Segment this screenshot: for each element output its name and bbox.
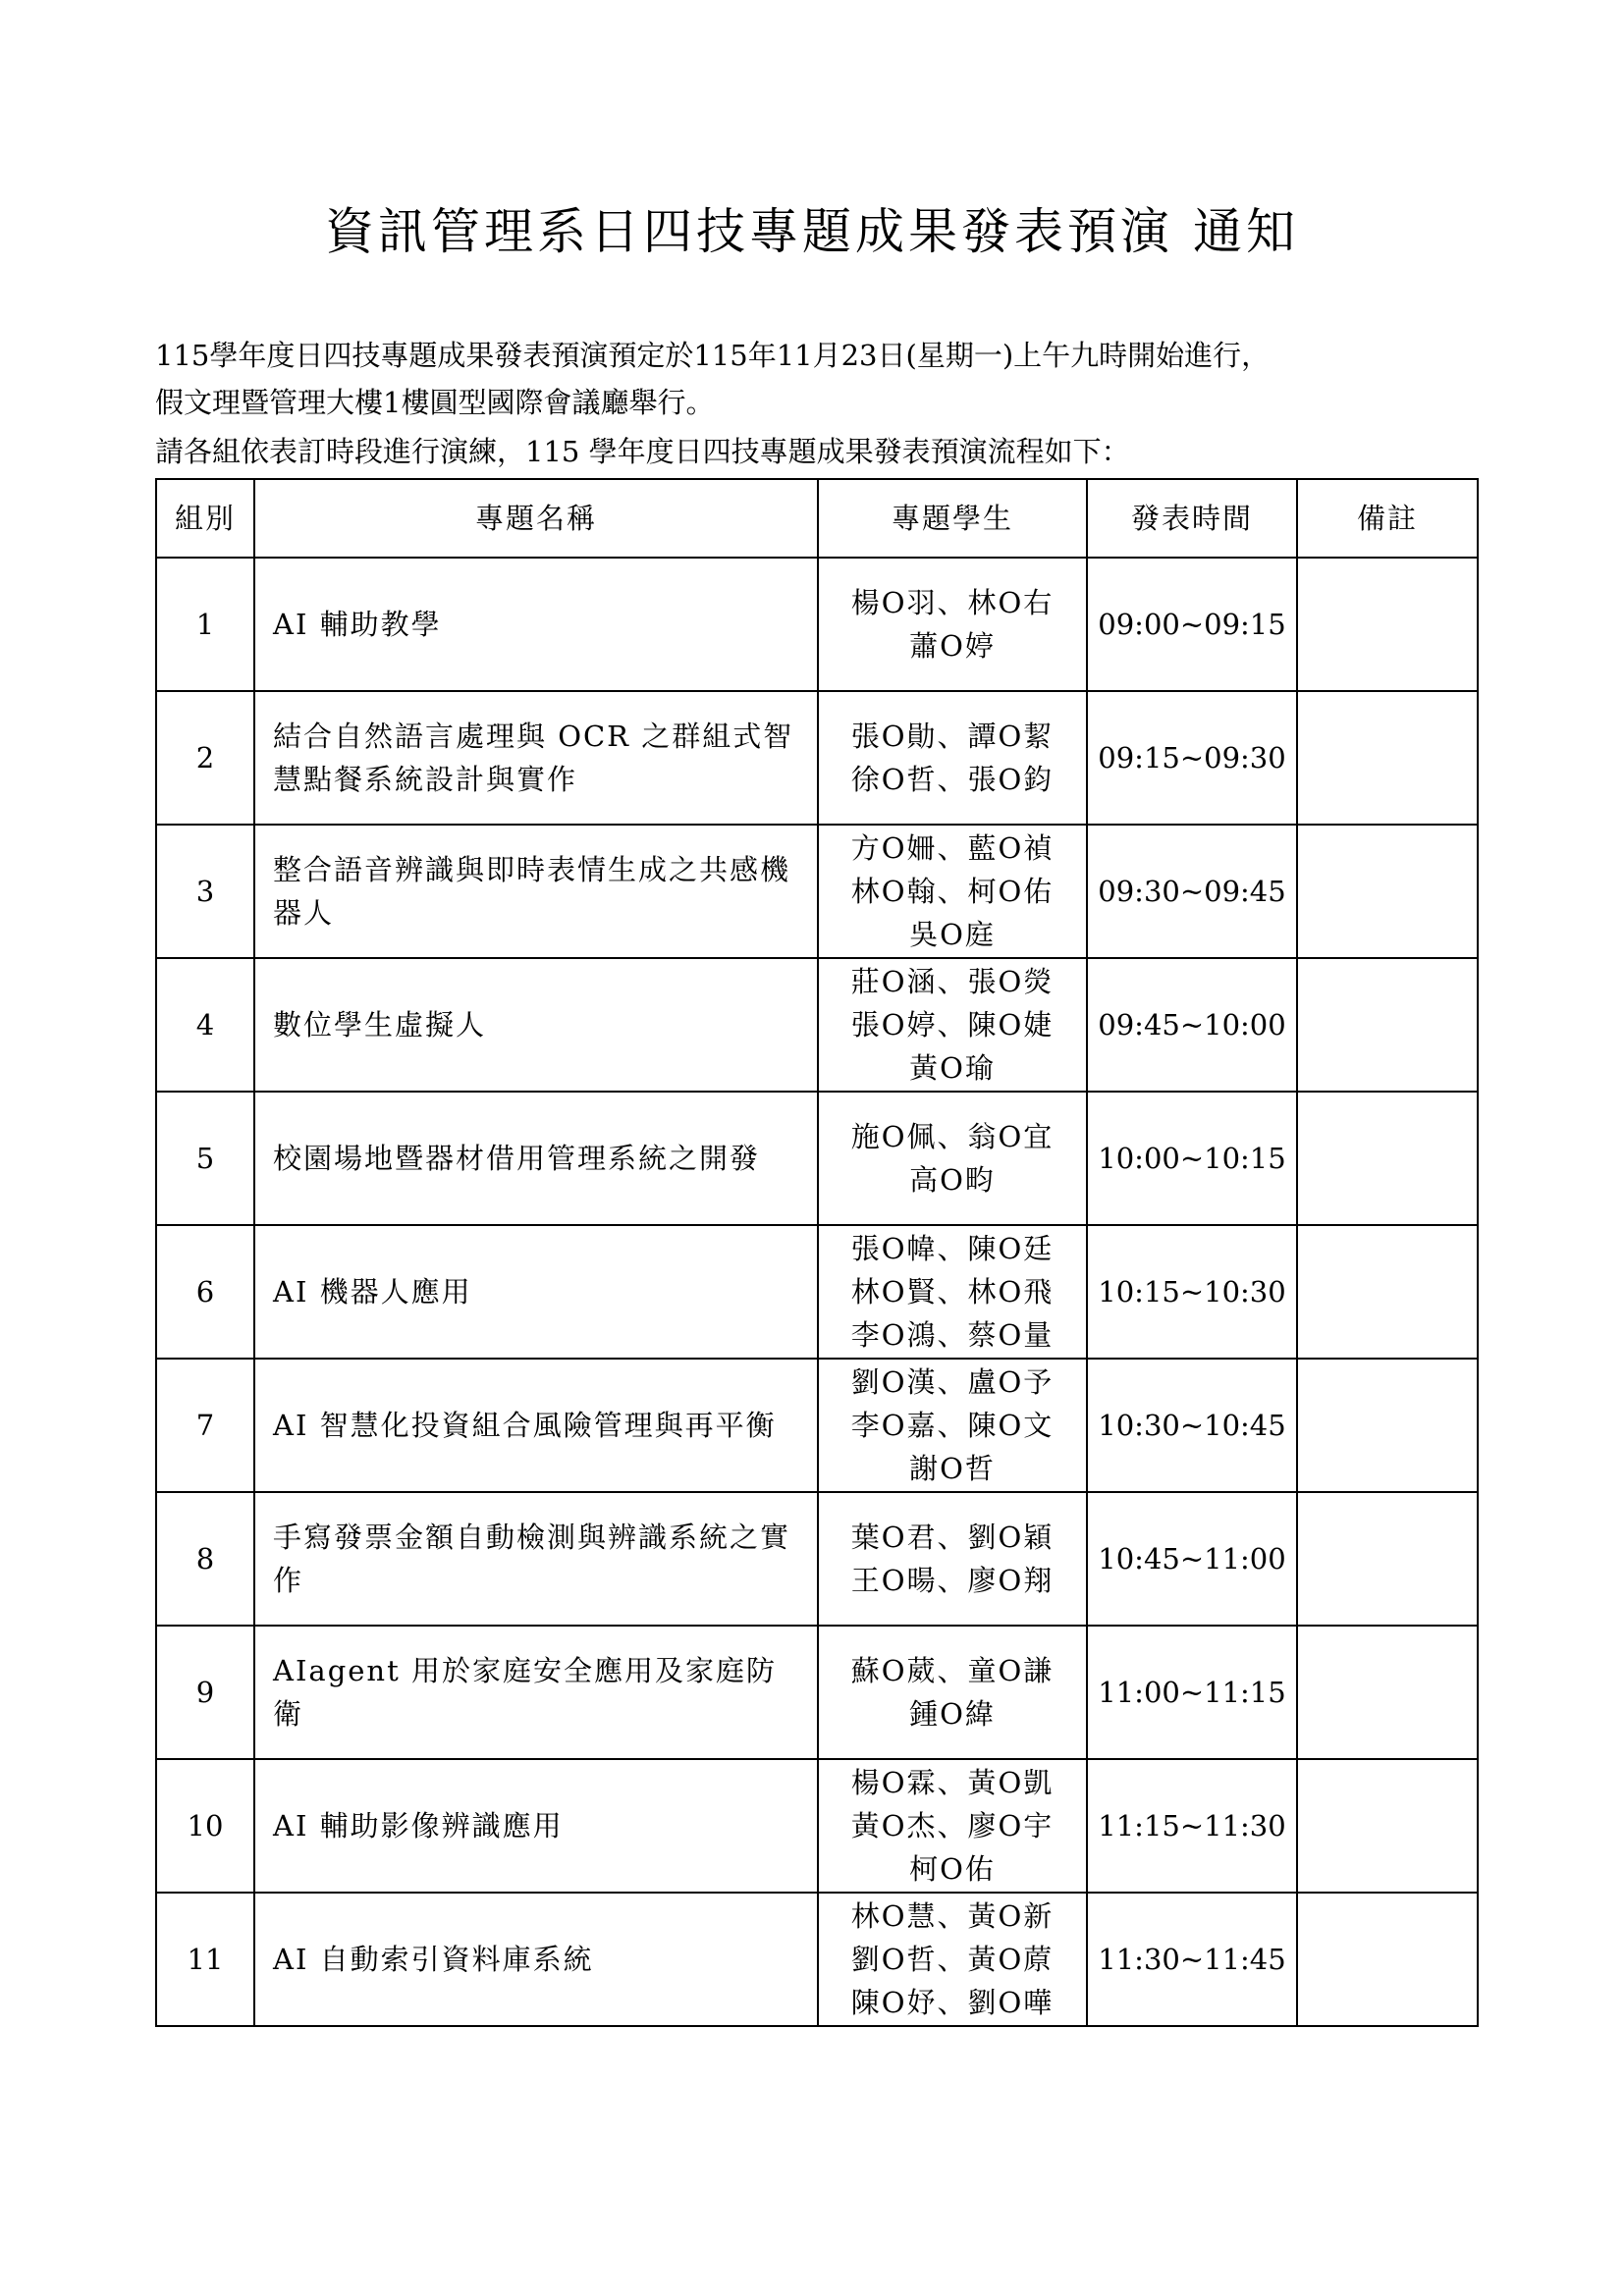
header-time: 發表時間 bbox=[1087, 479, 1297, 558]
student-line: 莊O涵、張O熒 bbox=[850, 965, 1055, 998]
student-line: 張O幃、陳O廷 bbox=[850, 1232, 1055, 1265]
project-title: 校園場地暨器材借用管理系統之開發 bbox=[254, 1092, 818, 1225]
project-students bbox=[818, 1893, 1087, 2026]
presentation-time: 09:00~09:15 bbox=[1087, 558, 1297, 691]
project-title: AI 輔助影像辨識應用 bbox=[254, 1759, 818, 1893]
table-row bbox=[156, 825, 1478, 958]
presentation-time: 09:45~10:00 bbox=[1087, 958, 1297, 1092]
project-students bbox=[818, 1359, 1087, 1492]
student-line: 林O翰、柯O佑 bbox=[850, 875, 1055, 908]
student-line: 蕭O婷 bbox=[909, 629, 996, 663]
student-line: 楊O霖、黃O凱 bbox=[850, 1766, 1055, 1799]
group-number: 4 bbox=[156, 958, 254, 1092]
table-row bbox=[156, 958, 1478, 1092]
group-number: 7 bbox=[156, 1359, 254, 1492]
student-line: 林O慧、黃O新 bbox=[850, 1899, 1055, 1933]
presentation-time: 09:15~09:30 bbox=[1087, 691, 1297, 825]
student-line: 陳O妤、劉O嘩 bbox=[850, 1986, 1055, 2019]
project-students bbox=[818, 558, 1087, 691]
group-number: 10 bbox=[156, 1759, 254, 1893]
group-number: 3 bbox=[156, 825, 254, 958]
schedule-table bbox=[155, 478, 1479, 2027]
group-number: 11 bbox=[156, 1893, 254, 2026]
student-line: 黃O瑜 bbox=[909, 1051, 996, 1085]
student-line: 蘇O葳、童O謙 bbox=[850, 1654, 1055, 1687]
page-title: 資訊管理系日四技專題成果發表預演 通知 bbox=[325, 203, 1299, 260]
header-note: 備註 bbox=[1297, 479, 1478, 558]
project-title: AI 自動索引資料庫系統 bbox=[254, 1893, 818, 2026]
project-students bbox=[818, 1225, 1087, 1359]
note-cell bbox=[1297, 1492, 1478, 1626]
student-line: 方O姍、藍O禎 bbox=[850, 831, 1055, 865]
table-row bbox=[156, 1492, 1478, 1626]
presentation-time: 10:45~11:00 bbox=[1087, 1492, 1297, 1626]
note-cell bbox=[1297, 1225, 1478, 1359]
student-line: 吳O庭 bbox=[909, 918, 996, 951]
project-students bbox=[818, 1092, 1087, 1225]
presentation-time: 11:30~11:45 bbox=[1087, 1893, 1297, 2026]
presentation-time: 10:15~10:30 bbox=[1087, 1225, 1297, 1359]
group-number: 8 bbox=[156, 1492, 254, 1626]
table-row bbox=[156, 691, 1478, 825]
note-cell bbox=[1297, 1359, 1478, 1492]
project-title: AI 機器人應用 bbox=[254, 1225, 818, 1359]
student-line: 黃O杰、廖O宇 bbox=[850, 1809, 1055, 1842]
project-title: AIagent 用於家庭安全應用及家庭防衛 bbox=[254, 1626, 818, 1759]
presentation-time: 10:00~10:15 bbox=[1087, 1092, 1297, 1225]
intro-line-2: 假文理暨管理大樓1樓圓型國際會議廳舉行。 bbox=[155, 386, 715, 419]
student-line: 張O勛、譚O絜 bbox=[850, 720, 1055, 753]
intro-line-1: 115學年度日四技專題成果發表預演預定於115年11月23日(星期一)上午九時開始進行， bbox=[155, 339, 1271, 372]
note-cell bbox=[1297, 558, 1478, 691]
note-cell bbox=[1297, 1626, 1478, 1759]
student-line: 王O暘、廖O翔 bbox=[850, 1564, 1055, 1597]
note-cell bbox=[1297, 1893, 1478, 2026]
group-number: 1 bbox=[156, 558, 254, 691]
presentation-time: 09:30~09:45 bbox=[1087, 825, 1297, 958]
presentation-time: 10:30~10:45 bbox=[1087, 1359, 1297, 1492]
table-row bbox=[156, 1225, 1478, 1359]
student-line: 張O婷、陳O婕 bbox=[850, 1008, 1055, 1041]
project-title: 整合語音辨識與即時表情生成之共感機器人 bbox=[254, 825, 818, 958]
student-line: 林O賢、林O飛 bbox=[850, 1275, 1055, 1308]
group-number: 6 bbox=[156, 1225, 254, 1359]
project-title: 手寫發票金額自動檢測與辨識系統之實作 bbox=[254, 1492, 818, 1626]
student-line: 謝O哲 bbox=[909, 1452, 996, 1485]
table-row bbox=[156, 1359, 1478, 1492]
student-line: 徐O哲、張O鈞 bbox=[850, 763, 1055, 796]
table-row bbox=[156, 1893, 1478, 2026]
table-row bbox=[156, 1092, 1478, 1225]
student-line: 李O鴻、蔡O量 bbox=[850, 1318, 1055, 1352]
student-line: 施O佩、翁O宜 bbox=[850, 1120, 1055, 1153]
group-number: 9 bbox=[156, 1626, 254, 1759]
table-header-row bbox=[156, 479, 1478, 558]
presentation-time: 11:15~11:30 bbox=[1087, 1759, 1297, 1893]
project-students bbox=[818, 825, 1087, 958]
intro-line-3: 請各組依表訂時段進行演練，115 學年度日四技專題成果發表預演流程如下： bbox=[155, 435, 1130, 468]
student-line: 葉O君、劉O穎 bbox=[850, 1521, 1055, 1554]
student-line: 劉O哲、黃O蒝 bbox=[850, 1943, 1055, 1976]
project-students bbox=[818, 1759, 1087, 1893]
group-number: 5 bbox=[156, 1092, 254, 1225]
project-title: AI 輔助教學 bbox=[254, 558, 818, 691]
project-title: 數位學生虛擬人 bbox=[254, 958, 818, 1092]
project-title: AI 智慧化投資組合風險管理與再平衡 bbox=[254, 1359, 818, 1492]
project-students bbox=[818, 1626, 1087, 1759]
note-cell bbox=[1297, 825, 1478, 958]
table-row bbox=[156, 558, 1478, 691]
note-cell bbox=[1297, 958, 1478, 1092]
group-number: 2 bbox=[156, 691, 254, 825]
project-students bbox=[818, 1492, 1087, 1626]
header-students: 專題學生 bbox=[818, 479, 1087, 558]
note-cell bbox=[1297, 1759, 1478, 1893]
table-row bbox=[156, 1759, 1478, 1893]
student-line: 劉O漢、盧O予 bbox=[850, 1365, 1055, 1399]
student-line: 高O畇 bbox=[909, 1163, 996, 1197]
project-students bbox=[818, 691, 1087, 825]
project-students bbox=[818, 958, 1087, 1092]
table-row bbox=[156, 1626, 1478, 1759]
student-line: 李O嘉、陳O文 bbox=[850, 1409, 1055, 1442]
note-cell bbox=[1297, 691, 1478, 825]
presentation-time: 11:00~11:15 bbox=[1087, 1626, 1297, 1759]
student-line: 鍾O緯 bbox=[909, 1697, 996, 1731]
project-title: 結合自然語言處理與 OCR 之群組式智慧點餐系統設計與實作 bbox=[254, 691, 818, 825]
header-title: 專題名稱 bbox=[254, 479, 818, 558]
header-group: 組別 bbox=[156, 479, 254, 558]
student-line: 柯O佑 bbox=[909, 1852, 996, 1886]
note-cell bbox=[1297, 1092, 1478, 1225]
student-line: 楊O羽、林O右 bbox=[850, 586, 1055, 619]
